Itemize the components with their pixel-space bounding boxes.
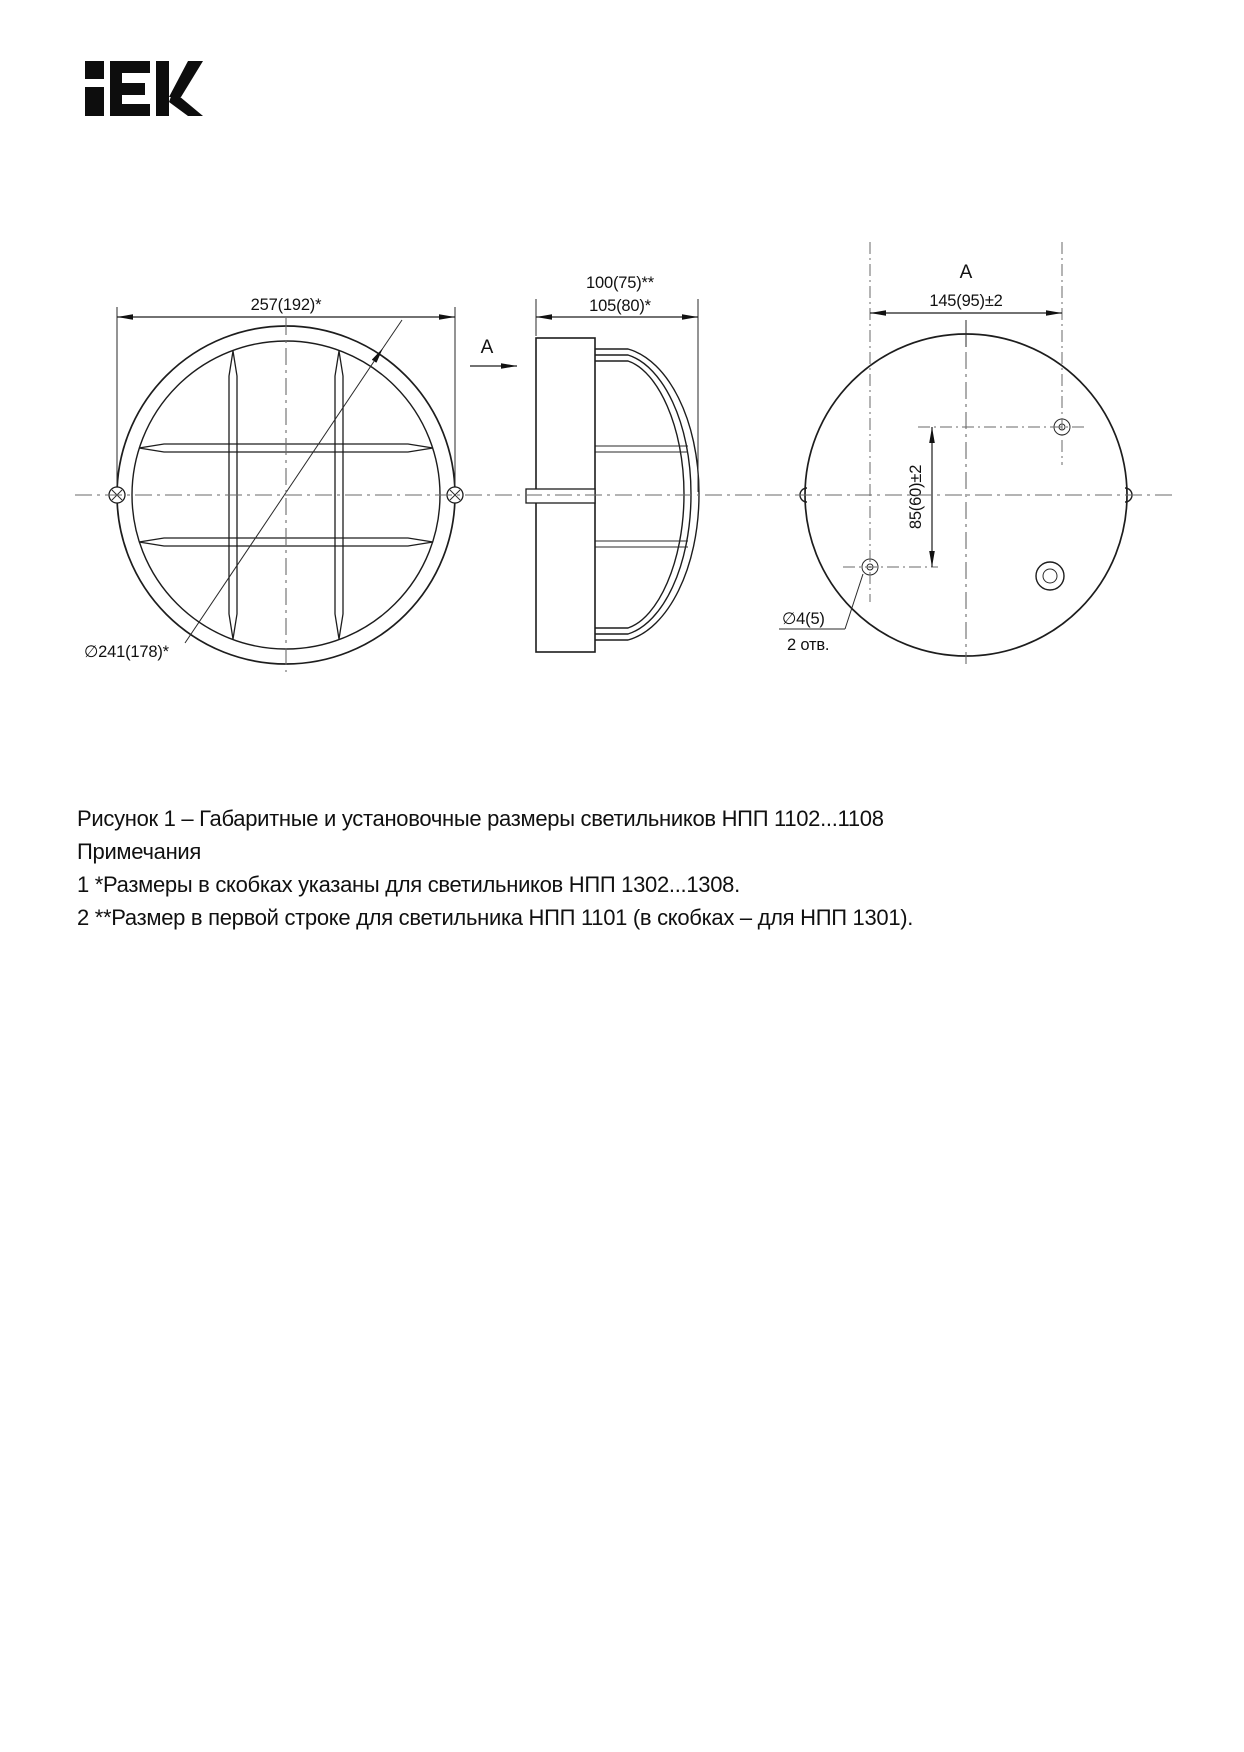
logo-i-dot xyxy=(85,61,104,79)
logo-e-mid-bar xyxy=(110,83,145,95)
logo-k-upper-arm xyxy=(169,61,203,97)
notes-title: Примечания xyxy=(77,839,202,864)
iek-logo xyxy=(85,61,203,116)
hole-count-text: 2 отв. xyxy=(787,636,830,654)
rear-cable-entry xyxy=(1036,562,1064,590)
side-depth-dim-text-line2: 105(80)* xyxy=(589,297,651,315)
hole-callout-leader xyxy=(845,574,863,629)
cable-entry-outer xyxy=(1036,562,1064,590)
logo-e-top-bar xyxy=(110,61,150,73)
front-diameter-leader-tail xyxy=(383,320,402,348)
rear-vspacing-dim-text: 85(60)±2 xyxy=(907,464,925,530)
cable-entry-inner xyxy=(1043,569,1057,583)
rear-hole-callout xyxy=(779,574,863,654)
side-depth-dim-text-line1: 100(75)** xyxy=(586,274,654,292)
side-view-direction-label: A xyxy=(480,337,494,358)
hole-diameter-text: ∅4(5) xyxy=(782,610,825,628)
note-2: 2 **Размер в первой строке для светильника НПП 1101 (в скобках – для НПП 1301). xyxy=(77,905,914,930)
rear-view xyxy=(779,242,1132,664)
rear-hspacing-dim-text: 145(95)±2 xyxy=(929,292,1003,310)
logo-k-lower-arm xyxy=(169,91,203,116)
side-latch-tab xyxy=(526,489,595,503)
front-view xyxy=(84,296,463,672)
front-width-dim-text: 257(192)* xyxy=(250,296,322,314)
figure-caption: Рисунок 1 – Габаритные и установочные размеры светильников НПП 1102...1108 xyxy=(77,806,884,831)
dimension-drawing xyxy=(0,0,1244,700)
logo-e-bottom-bar xyxy=(110,104,150,116)
logo-i-stem xyxy=(85,87,104,116)
rear-view-label: A xyxy=(959,262,973,283)
logo-k-stem xyxy=(156,61,169,116)
note-1: 1 *Размеры в скобках указаны для светильников НПП 1302...1308. xyxy=(77,872,740,897)
front-diameter-label: ∅241(178)* xyxy=(84,643,169,661)
side-guard-bars xyxy=(595,446,688,547)
side-view xyxy=(470,274,699,652)
